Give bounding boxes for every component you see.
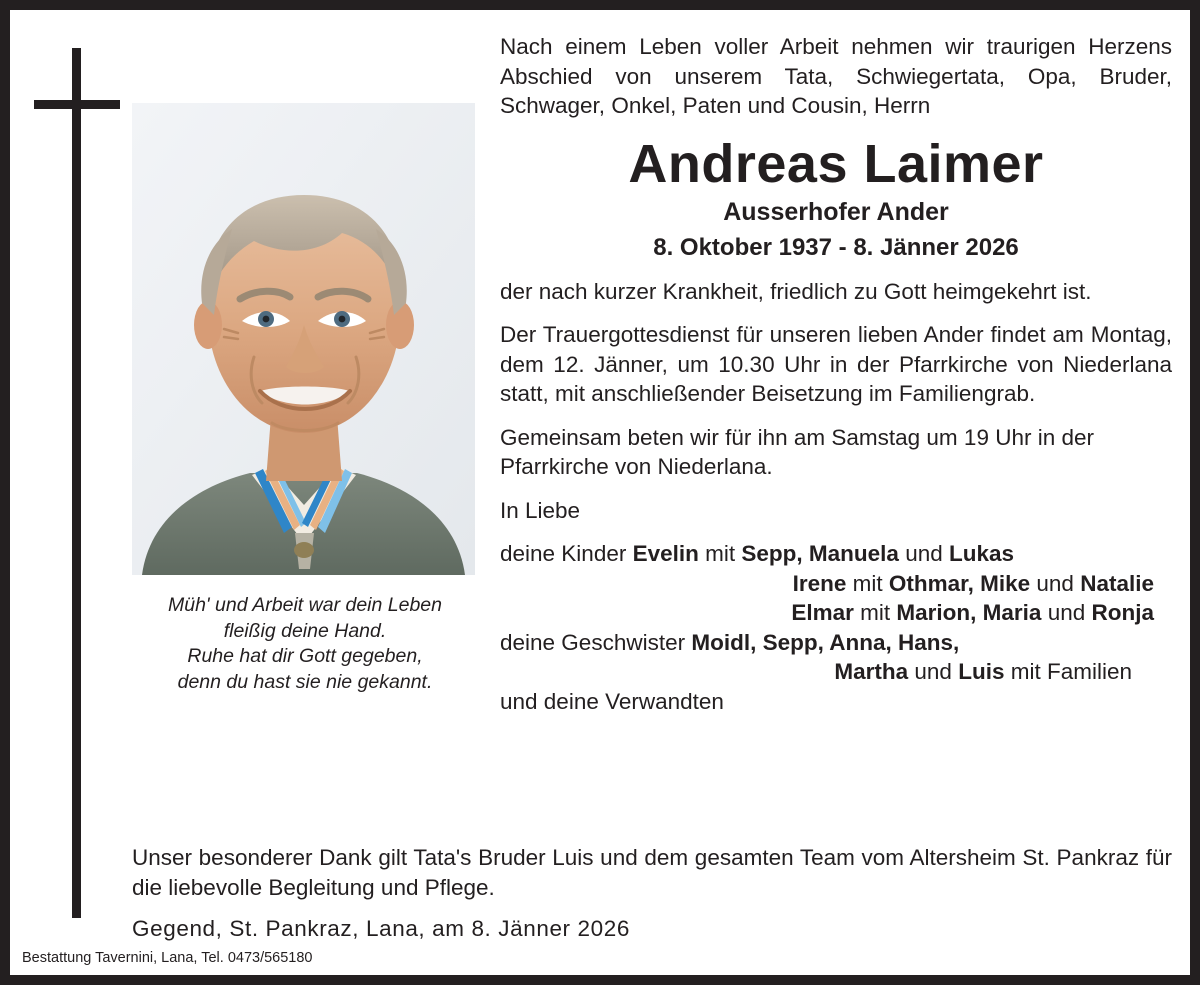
verse-line-1: Müh' und Arbeit war dein Leben [167,594,442,616]
family-connector-text: mit [853,600,897,625]
obituary-sheet [10,10,1190,975]
family-connector-text: und [1041,600,1092,625]
family-list [500,539,1172,716]
family-connector-text: deine Kinder [500,541,633,566]
family-member-name: Sepp, Manuela [741,541,899,566]
family-member-name: Martha [834,659,909,684]
cross-vertical-stem [72,48,81,918]
family-connector-text: mit [698,541,742,566]
family-line [500,628,1172,658]
thanks-text: Unser besonderer Dank gilt Tata's Bruder Luis und dem gesamten Team vom Altersheim St. Pankraz für die liebevolle Begleitung und Pflege. [132,845,1172,900]
deceased-nickname: Ausserhofer Ander [723,197,949,226]
portrait-photo [132,103,475,575]
family-member-name: Othmar, Mike [888,570,1031,596]
life-dates: 8. Oktober 1937 - 8. Jänner 2026 [653,233,1019,261]
family-connector-text: deine Geschwister [500,629,692,655]
family-member-name: Irene [792,570,847,596]
family-member-name: Evelin [632,541,699,566]
family-member-name: Lukas [948,541,1015,566]
obituary-text-column [500,32,1172,716]
family-connector-text: und deine Verwandten [500,688,724,714]
family-line [500,598,1172,628]
portrait-illustration [132,103,475,575]
rosary-text: Gemeinsam beten wir für ihn am Samstag um 19 Uhr in der Pfarrkirche von Niederlana. [500,424,1094,479]
family-member-name: Luis [958,659,1005,684]
family-line [500,657,1172,687]
family-member-name: Marion, Maria [896,600,1042,625]
intro-text: Nach einem Leben voller Arbeit nehmen wir traurigen Herzens Abschied von unserem Tata, Schwiegertata, Opa, Bruder, Schwager, Onkel, Paten und Cousin, Herrn [500,34,1172,118]
family-member-name: Elmar [791,600,854,625]
family-connector-text: und [908,659,959,684]
funeral-service-text: Der Trauergottesdienst für unseren lieben Ander findet am Montag, dem 12. Jänner, um 10.30 Uhr in der Pfarrkirche von Niederlana statt, mit anschließender Beisetzung im Familiengrab. [500,322,1172,406]
closing-salutation: In Liebe [500,497,581,523]
family-line [500,569,1172,599]
family-connector-text: und [1030,570,1081,596]
verse-line-2: fleißig deine Hand. [223,619,387,642]
funeral-home-credit: Bestattung Tavernini, Lana, Tel. 0473/565180 [22,950,313,966]
place-and-date: Gegend, St. Pankraz, Lana, am 8. Jänner 2026 [132,916,630,941]
family-member-name: Ronja [1091,600,1154,625]
memorial-verse [120,593,490,695]
passing-text: der nach kurzer Krankheit, friedlich zu Gott heimgekehrt ist. [500,278,1092,304]
family-connector-text: mit [846,570,889,596]
family-connector-text: mit Familien [1004,659,1132,684]
latin-cross-icon [34,38,144,918]
verse-line-3: Ruhe hat dir Gott gegeben, [187,645,423,667]
family-member-name: Moidl, Sepp, Anna, Hans, [691,629,960,655]
family-line [500,539,1172,569]
verse-line-4: denn du hast sie nie gekannt. [177,670,433,693]
deceased-name: Andreas Laimer [628,133,1044,194]
family-connector-text: und [898,541,949,566]
cross-horizontal-bar [34,100,120,109]
family-member-name: Natalie [1080,570,1154,596]
bottom-block [132,843,1172,944]
family-line [500,687,1172,717]
